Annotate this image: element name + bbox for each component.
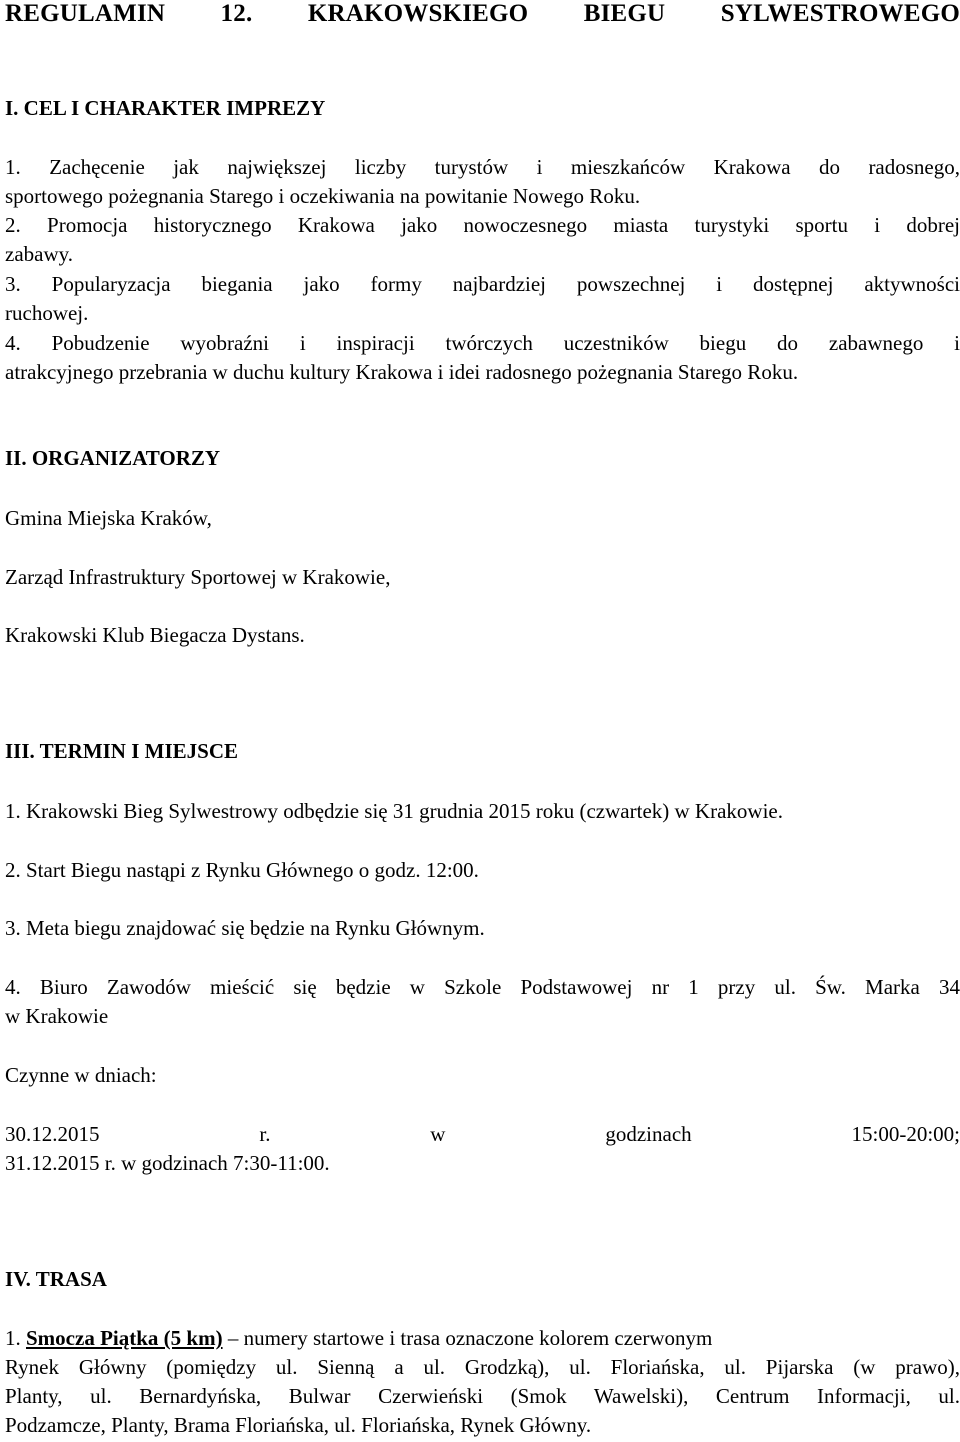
section-3-item: w Krakowie bbox=[5, 1004, 109, 1028]
organizer-item: Gmina Miejska Kraków, bbox=[5, 506, 212, 530]
document-title: REGULAMIN 12. KRAKOWSKIEGO BIEGU SYLWESTROWEGO bbox=[5, 0, 960, 27]
route-line: Planty, ul. Bernardyńska, Bulwar Czerwieński (Smok Wawelski), Centrum Informacji, ul. bbox=[5, 1384, 960, 1408]
section-4-heading: IV. TRASA bbox=[5, 1267, 107, 1291]
section-1-line: 3. Popularyzacja biegania jako formy najbardziej powszechnej i dostępnej aktywności bbox=[5, 272, 960, 296]
hours-label: Czynne w dniach: bbox=[5, 1063, 157, 1087]
section-3-item: 1. Krakowski Bieg Sylwestrowy odbędzie się 31 grudnia 2015 roku (czwartek) w Krakowie. bbox=[5, 799, 783, 823]
section-3-item: 2. Start Biegu nastąpi z Rynku Głównego o godz. 12:00. bbox=[5, 858, 479, 882]
section-3-item: 4. Biuro Zawodów mieścić się będzie w Szkole Podstawowej nr 1 przy ul. Św. Marka 34 bbox=[5, 975, 960, 999]
organizer-item: Zarząd Infrastruktury Sportowej w Krakowie, bbox=[5, 565, 391, 589]
section-1-line: atrakcyjnego przebrania w duchu kultury Krakowa i idei radosnego pożegnania Starego Roku. bbox=[5, 360, 799, 384]
route-description: – numery startowe i trasa oznaczone kolorem czerwonym bbox=[222, 1326, 713, 1350]
section-1-line: sportowego pożegnania Starego i oczekiwania na powitanie Nowego Roku. bbox=[5, 184, 641, 208]
section-1-line: 2. Promocja historycznego Krakowa jako nowoczesnego miasta turystyki sportu i dobrej bbox=[5, 213, 960, 237]
route-item-title bbox=[5, 1324, 960, 1352]
route-line: Rynek Główny (pomiędzy ul. Sienną a ul. Grodzką), ul. Floriańska, ul. Pijarska (w prawo), bbox=[5, 1355, 960, 1379]
route-line: Podzamcze, Planty, Brama Floriańska, ul. Floriańska, Rynek Główny. bbox=[5, 1413, 592, 1437]
section-1-line: zabawy. bbox=[5, 242, 74, 266]
section-1-line: 1. Zachęcenie jak największej liczby turystów i mieszkańców Krakowa do radosnego, bbox=[5, 155, 960, 179]
section-3-item: 3. Meta biegu znajdować się będzie na Rynku Głównym. bbox=[5, 916, 485, 940]
hours-line: 30.12.2015 r. w godzinach 15:00-20:00; bbox=[5, 1122, 960, 1146]
hours-line: 31.12.2015 r. w godzinach 7:30-11:00. bbox=[5, 1151, 330, 1175]
section-3-heading: III. TERMIN I MIEJSCE bbox=[5, 739, 238, 763]
section-1-line: 4. Pobudzenie wyobraźni i inspiracji twórczych uczestników biegu do zabawnego i bbox=[5, 331, 960, 355]
organizer-item: Krakowski Klub Biegacza Dystans. bbox=[5, 623, 305, 647]
section-2-heading: II. ORGANIZATORZY bbox=[5, 446, 221, 470]
section-1-heading: I. CEL I CHARAKTER IMPREZY bbox=[5, 96, 326, 120]
section-1-line: ruchowej. bbox=[5, 301, 89, 325]
route-name: Smocza Piątka (5 km) bbox=[26, 1326, 223, 1350]
route-item-number: 1. bbox=[5, 1326, 21, 1350]
